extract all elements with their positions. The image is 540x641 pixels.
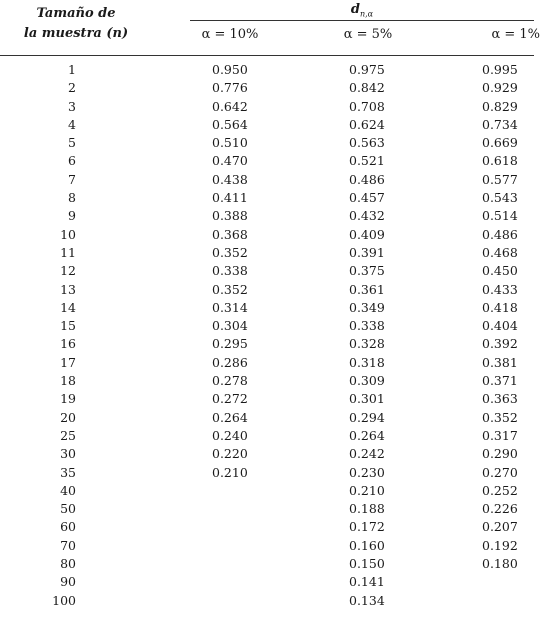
alpha-5-cell: 0.242 (349, 446, 385, 462)
alpha-10-cell: 0.220 (212, 446, 248, 462)
alpha-10-cell: 0.352 (212, 281, 248, 297)
alpha-5-cell: 0.708 (349, 98, 385, 114)
alpha-5-cell: 0.624 (349, 116, 385, 132)
alpha-10-cell: 0.470 (212, 153, 248, 169)
alpha-1-cell: 0.252 (482, 482, 518, 498)
alpha-5-cell: 0.842 (349, 80, 385, 96)
alpha-5-cell: 0.160 (349, 537, 385, 553)
alpha-1-cell: 0.180 (482, 556, 518, 572)
table-row (0, 79, 534, 97)
alpha-10-cell: 0.510 (212, 135, 248, 151)
alpha-5-cell: 0.375 (349, 263, 385, 279)
critical-value-symbol-subscript: n,α (359, 9, 374, 19)
table-row (0, 482, 534, 500)
alpha-5-cell: 0.172 (349, 519, 385, 535)
table-row (0, 445, 534, 463)
alpha-10-cell: 0.368 (212, 226, 248, 242)
alpha-5-cell: 0.230 (349, 464, 385, 480)
sample-size-cell: 11 (60, 244, 76, 260)
alpha-1-cell: 0.734 (482, 116, 518, 132)
alpha-1-cell: 0.433 (482, 281, 518, 297)
alpha-1-cell: 0.207 (482, 519, 518, 535)
table-row (0, 226, 534, 244)
alpha-10-cell: 0.210 (212, 464, 248, 480)
alpha-5-header: α = 5% (343, 27, 393, 42)
alpha-5-cell: 0.188 (349, 501, 385, 517)
table-row (0, 372, 534, 390)
table-row (0, 116, 534, 134)
alpha-1-cell: 0.270 (482, 464, 518, 480)
sample-size-cell: 35 (60, 464, 76, 480)
alpha-5-cell: 0.301 (349, 391, 385, 407)
table-row (0, 335, 534, 353)
table-row (0, 61, 534, 79)
alpha-1-cell: 0.450 (482, 263, 518, 279)
alpha-1-cell: 0.317 (482, 427, 518, 443)
table-row (0, 537, 534, 555)
table-row (0, 171, 534, 189)
alpha-5-cell: 0.210 (349, 482, 385, 498)
alpha-10-header: α = 10% (201, 27, 259, 42)
sample-size-cell: 10 (60, 226, 76, 242)
alpha-5-cell: 0.432 (349, 208, 385, 224)
alpha-5-cell: 0.338 (349, 318, 385, 334)
sample-size-cell: 1 (68, 62, 76, 77)
table-row (0, 592, 534, 610)
sample-size-cell: 18 (60, 373, 76, 389)
alpha-1-cell: 0.404 (482, 318, 518, 334)
alpha-1-cell: 0.392 (482, 336, 518, 352)
alpha-5-cell: 0.975 (349, 62, 385, 77)
sample-size-cell: 20 (60, 409, 76, 425)
alpha-10-cell: 0.264 (212, 409, 248, 425)
sample-size-cell: 17 (60, 354, 76, 370)
alpha-10-cell: 0.411 (212, 190, 248, 206)
alpha-5-cell: 0.141 (349, 574, 385, 590)
alpha-10-cell: 0.352 (212, 244, 248, 260)
sample-size-header-line1: Tamaño de (36, 6, 116, 21)
table-row (0, 134, 534, 152)
sample-size-cell: 70 (60, 537, 76, 553)
alpha-5-cell: 0.563 (349, 135, 385, 151)
header-rule-top (190, 20, 534, 21)
sample-size-header (6, 4, 146, 44)
alpha-10-cell: 0.950 (212, 62, 248, 77)
sample-size-cell: 30 (60, 446, 76, 462)
sample-size-cell: 13 (60, 281, 76, 297)
alpha-1-cell: 0.226 (482, 501, 518, 517)
alpha-5-cell: 0.328 (349, 336, 385, 352)
alpha-5-cell: 0.486 (349, 171, 385, 187)
sample-size-cell: 25 (60, 427, 76, 443)
table-row (0, 409, 534, 427)
alpha-5-cell: 0.391 (349, 244, 385, 260)
alpha-5-cell: 0.457 (349, 190, 385, 206)
alpha-1-cell: 0.192 (482, 537, 518, 553)
alpha-10-cell: 0.278 (212, 373, 248, 389)
table-row (0, 189, 534, 207)
alpha-1-cell: 0.995 (482, 62, 518, 77)
alpha-1-cell: 0.290 (482, 446, 518, 462)
alpha-1-cell: 0.486 (482, 226, 518, 242)
sample-size-cell: 80 (60, 556, 76, 572)
alpha-1-cell: 0.929 (482, 80, 518, 96)
alpha-1-cell: 0.363 (482, 391, 518, 407)
alpha-1-cell: 0.577 (482, 171, 518, 187)
sample-size-cell: 2 (68, 80, 76, 96)
alpha-1-cell: 0.829 (482, 98, 518, 114)
alpha-1-cell: 0.418 (482, 299, 518, 315)
sample-size-cell: 4 (68, 116, 76, 132)
sample-size-cell: 9 (68, 208, 76, 224)
sample-size-cell: 19 (60, 391, 76, 407)
sample-size-cell: 5 (68, 135, 76, 151)
alpha-1-cell: 0.618 (482, 153, 518, 169)
sample-size-cell: 16 (60, 336, 76, 352)
table-row (0, 262, 534, 280)
table-row (0, 98, 534, 116)
sample-size-cell: 7 (68, 171, 76, 187)
alpha-1-cell: 0.669 (482, 135, 518, 151)
table-row (0, 464, 534, 482)
alpha-1-cell: 0.468 (482, 244, 518, 260)
table-row (0, 390, 534, 408)
alpha-1-cell: 0.381 (482, 354, 518, 370)
alpha-10-cell: 0.240 (212, 427, 248, 443)
table-row (0, 317, 534, 335)
alpha-5-cell: 0.134 (349, 592, 385, 608)
alpha-5-cell: 0.309 (349, 373, 385, 389)
sample-size-cell: 100 (52, 592, 76, 608)
alpha-10-cell: 0.304 (212, 318, 248, 334)
table-row (0, 573, 534, 591)
table-row (0, 152, 534, 170)
table-row (0, 354, 534, 372)
sample-size-cell: 3 (68, 98, 76, 114)
sample-size-cell: 60 (60, 519, 76, 535)
table-row (0, 427, 534, 445)
table-body (0, 61, 534, 610)
alpha-10-cell: 0.642 (212, 98, 248, 114)
table-row (0, 518, 534, 536)
sample-size-header-line2: la muestra (n) (23, 26, 129, 41)
table-row (0, 555, 534, 573)
alpha-10-cell: 0.314 (212, 299, 248, 315)
table-row (0, 299, 534, 317)
alpha-5-cell: 0.294 (349, 409, 385, 425)
alpha-1-header: α = 1% (491, 27, 540, 42)
table-row (0, 281, 534, 299)
alpha-5-cell: 0.361 (349, 281, 385, 297)
alpha-1-cell: 0.543 (482, 190, 518, 206)
alpha-5-cell: 0.349 (349, 299, 385, 315)
alpha-1-cell: 0.371 (482, 373, 518, 389)
alpha-10-cell: 0.338 (212, 263, 248, 279)
alpha-1-cell: 0.514 (482, 208, 518, 224)
header-rule-bottom (0, 55, 534, 56)
alpha-10-cell: 0.776 (212, 80, 248, 96)
table-row (0, 244, 534, 262)
alpha-1-cell: 0.352 (482, 409, 518, 425)
table-row (0, 207, 534, 225)
alpha-5-cell: 0.150 (349, 556, 385, 572)
alpha-5-cell: 0.264 (349, 427, 385, 443)
sample-size-cell: 12 (60, 263, 76, 279)
sample-size-cell: 8 (68, 190, 76, 206)
sample-size-cell: 14 (60, 299, 76, 315)
sample-size-cell: 40 (60, 482, 76, 498)
alpha-5-cell: 0.409 (349, 226, 385, 242)
alpha-10-cell: 0.438 (212, 171, 248, 187)
alpha-5-cell: 0.318 (349, 354, 385, 370)
critical-value-symbol-letter: d (350, 2, 360, 17)
alpha-10-cell: 0.564 (212, 116, 248, 132)
alpha-10-cell: 0.295 (212, 336, 248, 352)
sample-size-cell: 15 (60, 318, 76, 334)
sample-size-cell: 90 (60, 574, 76, 590)
sample-size-cell: 6 (68, 153, 76, 169)
sample-size-cell: 50 (60, 501, 76, 517)
alpha-10-cell: 0.272 (212, 391, 248, 407)
alpha-10-cell: 0.286 (212, 354, 248, 370)
table-row (0, 500, 534, 518)
alpha-10-cell: 0.388 (212, 208, 248, 224)
alpha-5-cell: 0.521 (349, 153, 385, 169)
